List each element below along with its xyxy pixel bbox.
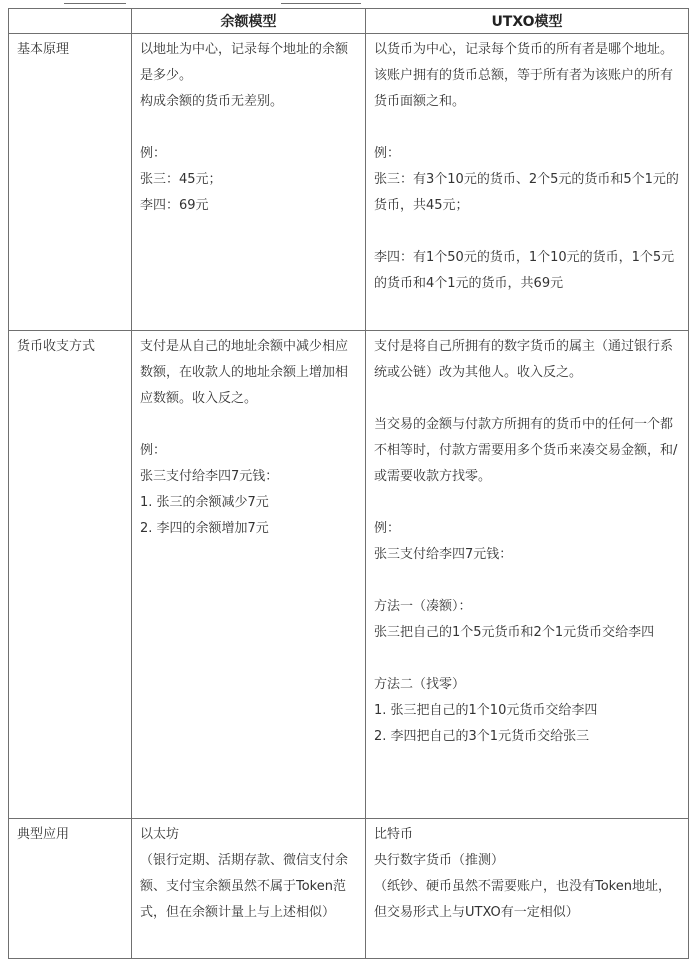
cell-line: 比特币 bbox=[374, 827, 414, 842]
cropped-table-top bbox=[0, 0, 695, 8]
balance-cell bbox=[132, 331, 366, 819]
blank-line bbox=[374, 490, 682, 516]
cell-line: 1. 张三把自己的1个10元货币交给李四 bbox=[374, 703, 598, 718]
row-label: 典型应用 bbox=[9, 819, 132, 959]
cell-line: 当交易的金额与付款方所拥有的货币中的任何一个都不相等时，付款方需要用多个货币来凑交易金额，和/或需要收款方找零。 bbox=[374, 417, 678, 484]
blank-line bbox=[374, 115, 682, 141]
header-utxo-model: UTXO模型 bbox=[366, 9, 689, 34]
header-corner-cell bbox=[9, 9, 132, 34]
cell-line: 例： bbox=[374, 521, 401, 536]
cell-line: 例： bbox=[140, 443, 167, 458]
blank-line bbox=[374, 219, 682, 245]
cell-line: 例： bbox=[140, 146, 167, 161]
cell-line: 方法二（找零） bbox=[374, 677, 466, 692]
cell-line: 张三：45元； bbox=[140, 172, 222, 187]
blank-line bbox=[374, 646, 682, 672]
utxo-cell bbox=[366, 819, 689, 959]
blank-line bbox=[374, 386, 682, 412]
blank-line bbox=[140, 412, 359, 438]
cell-line: 李四：69元 bbox=[140, 198, 209, 213]
cell-line: 以货币为中心，记录每个货币的所有者是哪个地址。 bbox=[374, 42, 674, 57]
row-payment-method bbox=[9, 331, 689, 819]
row-typical-application bbox=[9, 819, 689, 959]
cell-line: 张三支付给李四7元钱： bbox=[374, 547, 513, 562]
blank-line bbox=[374, 568, 682, 594]
cell-line: 张三：有3个10元的货币、2个5元的货币和5个1元的货币，共45元； bbox=[374, 172, 679, 213]
cropped-border-line bbox=[64, 3, 126, 4]
utxo-cell bbox=[366, 331, 689, 819]
row-label: 货币收支方式 bbox=[9, 331, 132, 819]
cell-line: 李四：有1个50元的货币，1个10元的货币，1个5元的货币和4个1元的货币，共69元 bbox=[374, 250, 675, 291]
cell-line: 央行数字货币（推测） bbox=[374, 853, 505, 868]
cell-line: 构成余额的货币无差别。 bbox=[140, 94, 284, 109]
cell-line: 例： bbox=[374, 146, 401, 161]
cell-line: 方法一（凑额）： bbox=[374, 599, 472, 614]
header-row bbox=[9, 9, 689, 34]
balance-cell bbox=[132, 819, 366, 959]
cropped-border-line bbox=[281, 3, 361, 4]
comparison-table bbox=[8, 8, 689, 959]
cell-line: 2. 李四把自己的3个1元货币交给张三 bbox=[374, 729, 590, 744]
header-balance-model: 余额模型 bbox=[132, 9, 366, 34]
cell-line: 以太坊 bbox=[140, 827, 180, 842]
cell-line: 1. 张三的余额减少7元 bbox=[140, 495, 269, 510]
cell-line: 支付是将自己所拥有的数字货币的属主（通过银行系统或公链）改为其他人。收入反之。 bbox=[374, 339, 674, 380]
cell-line: 2. 李四的余额增加7元 bbox=[140, 521, 269, 536]
utxo-cell bbox=[366, 34, 689, 331]
cell-line: 张三把自己的1个5元货币和2个1元货币交给李四 bbox=[374, 625, 655, 640]
cell-line: 以地址为中心，记录每个地址的余额是多少。 bbox=[140, 42, 349, 83]
cell-line: （纸钞、硬币虽然不需要账户，也没有Token地址，但交易形式上与UTXO有一定相似） bbox=[374, 879, 671, 920]
cell-line: 张三支付给李四7元钱： bbox=[140, 469, 279, 484]
row-label: 基本原理 bbox=[9, 34, 132, 331]
blank-line bbox=[140, 115, 359, 141]
cell-line: （银行定期、活期存款、微信支付余额、支付宝余额虽然不属于Token范式，但在余额计量上与上述相似） bbox=[140, 853, 349, 920]
cell-line: 支付是从自己的地址余额中减少相应数额，在收款人的地址余额上增加相应数额。收入反之。 bbox=[140, 339, 349, 406]
cell-line: 该账户拥有的货币总额，等于所有者为该账户的所有货币面额之和。 bbox=[374, 68, 674, 109]
row-basic-principle bbox=[9, 34, 689, 331]
balance-cell bbox=[132, 34, 366, 331]
